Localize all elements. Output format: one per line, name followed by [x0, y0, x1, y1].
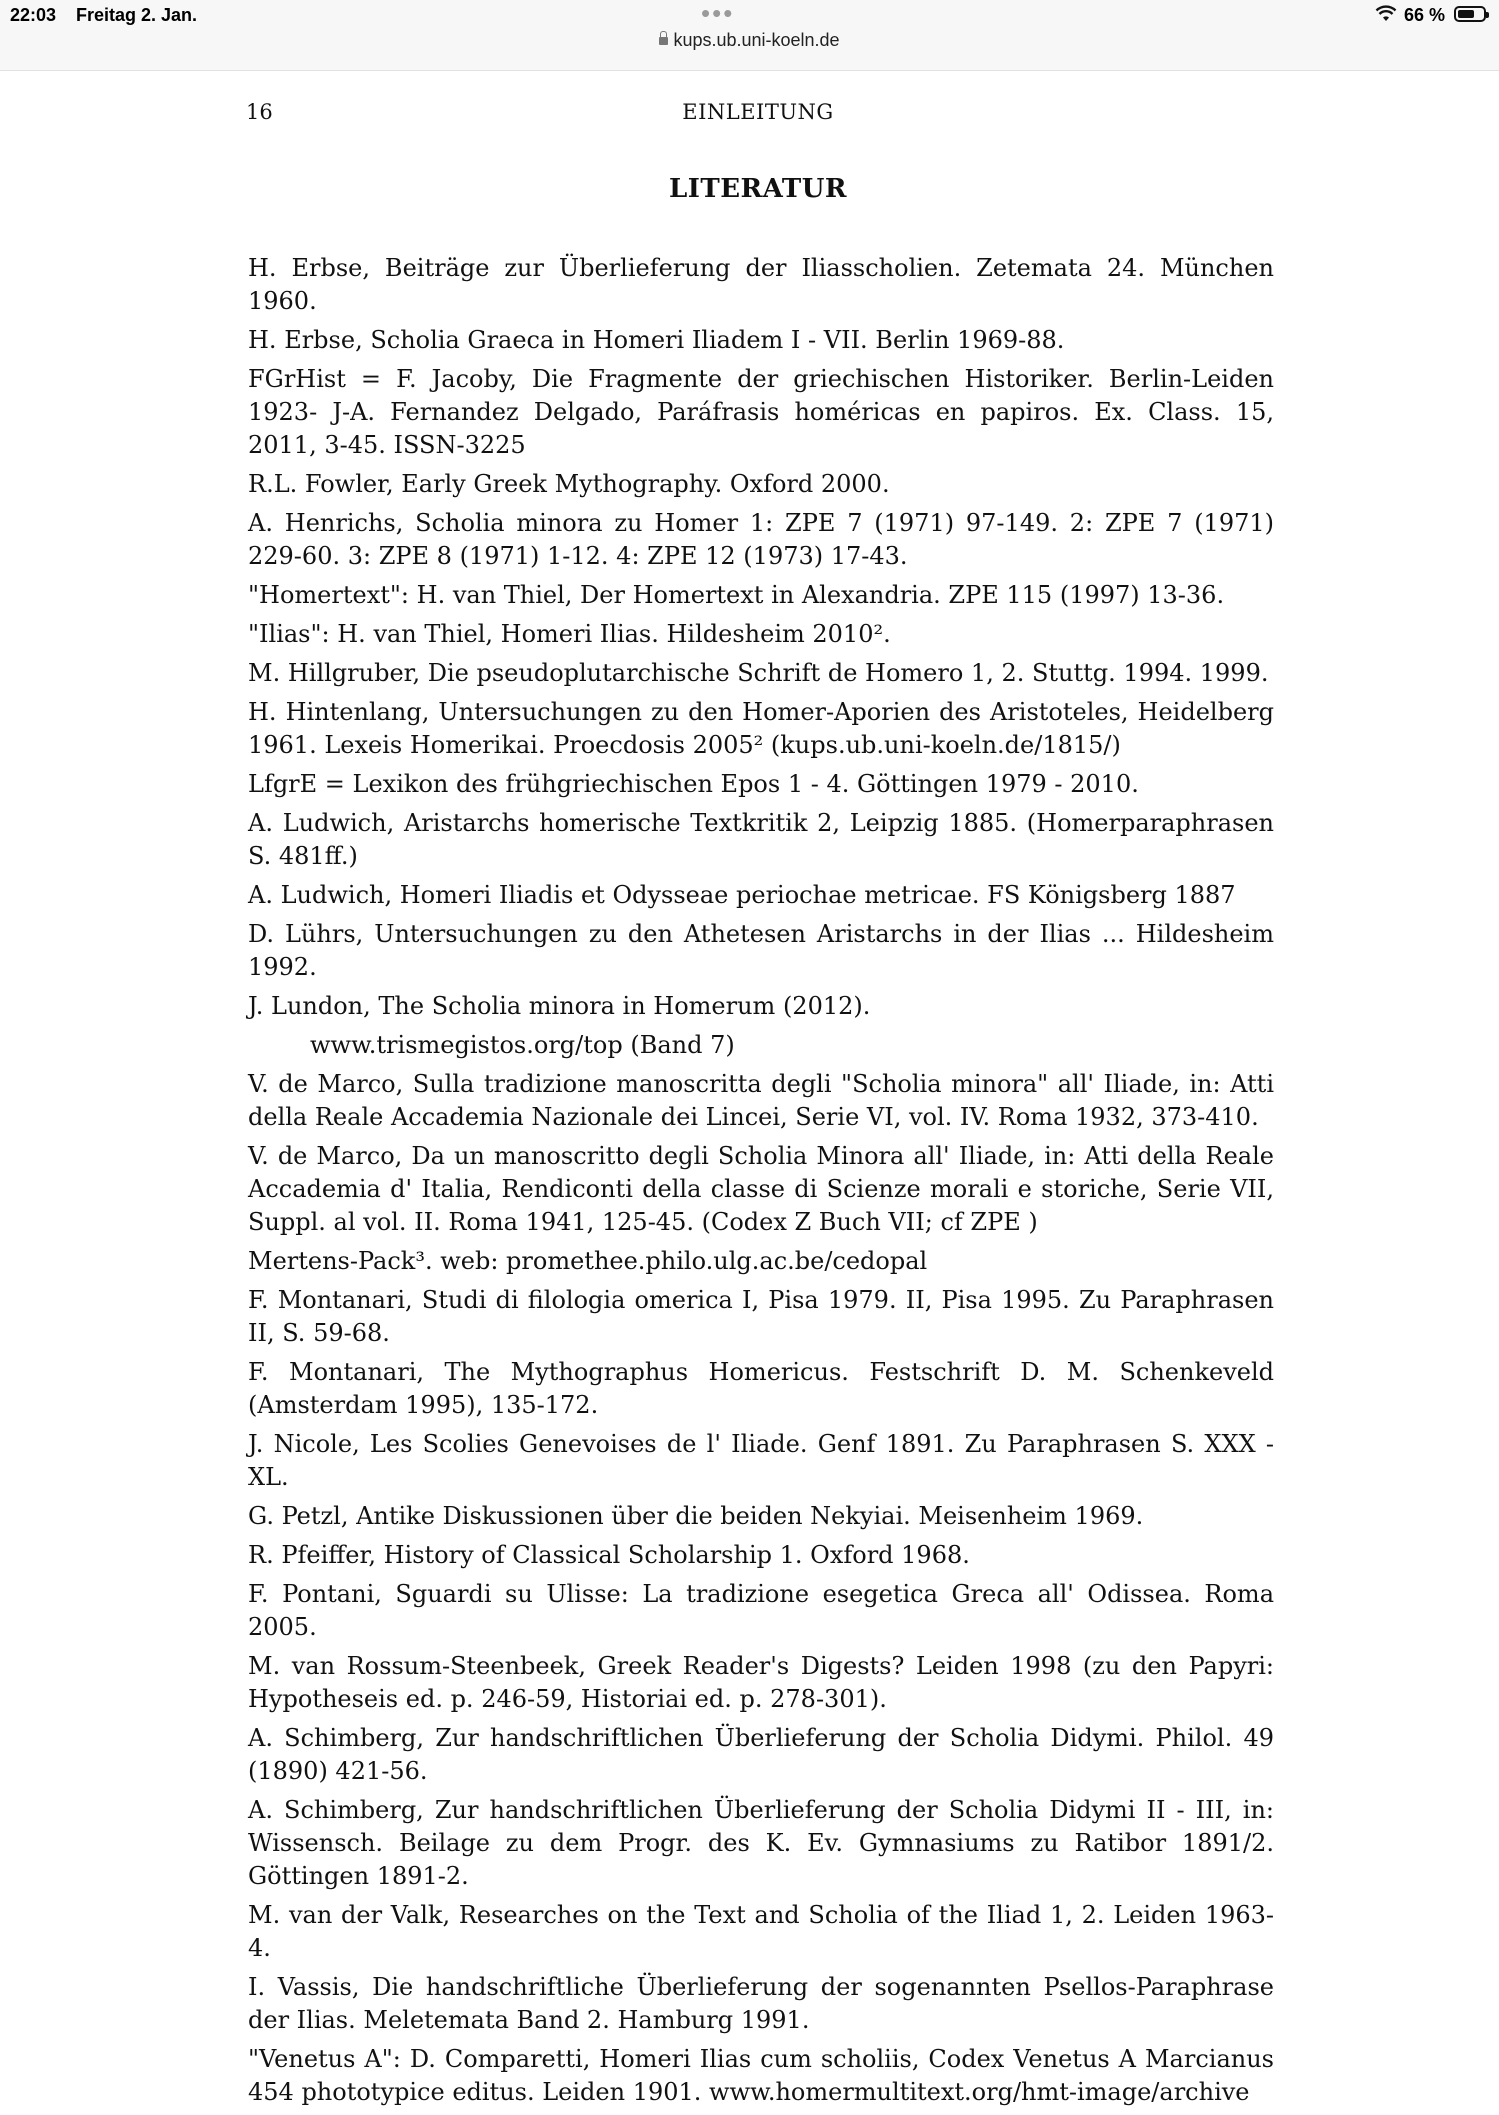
bibliography-entry: J. Lundon, The Scholia minora in Homerum (2012). — [248, 992, 871, 1020]
bibliography-entry: G. Petzl, Antike Diskussionen über die beiden Nekyiai. Meisenheim 1969. — [248, 1502, 1144, 1530]
bibliography-entry: H. Erbse, Beiträge zur Überlieferung der Iliasscholien. Zetemata 24. München 1960. — [248, 254, 1274, 315]
bibliography-entry: H. Erbse, Scholia Graeca in Homeri Iliadem I - VII. Berlin 1969-88. — [248, 326, 1065, 354]
bibliography-entry: I. Vassis, Die handschriftliche Überlieferung der sogenannten Psellos-Paraphrase der Ilias. Meletemata Band 2. Hamburg 1991. — [248, 1973, 1274, 2034]
url-text: kups.ub.uni-koeln.de — [673, 30, 840, 50]
bibliography-entry: "Venetus A": D. Comparetti, Homeri Ilias cum scholiis, Codex Venetus A Marcianus 454 phototypice editus. Leiden 1901. www.homermultitext.org/hmt-image/archive — [248, 2045, 1274, 2106]
status-date: Freitag 2. Jan. — [76, 5, 198, 25]
bibliography-entry: "Ilias": H. van Thiel, Homeri Ilias. Hildesheim 2010². — [248, 620, 891, 648]
bibliography-entry: R. Pfeiffer, History of Classical Scholarship 1. Oxford 1968. — [248, 1541, 970, 1569]
running-head: EINLEITUNG — [682, 100, 834, 124]
section-title: LITERATUR — [668, 174, 848, 204]
bibliography-entry: M. van Rossum-Steenbeek, Greek Reader's Digests? Leiden 1998 (zu den Papyri: Hypotheseis ed. p. 246-59, Historiai ed. p. 278-301). — [248, 1652, 1274, 1713]
bibliography-entry: "Homertext": H. van Thiel, Der Homertext in Alexandria. ZPE 115 (1997) 13-36. — [248, 581, 1225, 609]
multitasking-dots-icon[interactable]: ••• — [701, 0, 735, 28]
bibliography-entry: Mertens-Pack³. web: promethee.philo.ulg.ac.be/cedopal — [248, 1247, 928, 1275]
bibliography-entry: F. Montanari, The Mythographus Homericus. Festschrift D. M. Schenkeveld (Amsterdam 1995), 135-172. — [248, 1358, 1274, 1419]
bibliography-entry: V. de Marco, Da un manoscritto degli Scholia Minora all' Iliade, in: Atti della Reale Accademia d' Italia, Rendiconti della classe di Scienze morali e storiche, Serie VII, Suppl. al vol. II. Roma 1941, 125-45. (Codex Z Buch VII; cf ZPE ) — [248, 1142, 1274, 1236]
bibliography-entry: FGrHist = F. Jacoby, Die Fragmente der griechischen Historiker. Berlin-Leiden 1923- J-A. Fernandez Delgado, Paráfrasis homéricas en papiros. Ex. Class. 15, 2011, 3-45. ISSN-3225 — [248, 365, 1274, 459]
bibliography-entry: A. Ludwich, Aristarchs homerische Textkritik 2, Leipzig 1885. (Homerparaphrasen S. 481ff.) — [248, 809, 1274, 870]
bibliography-entry: A. Schimberg, Zur handschriftlichen Überlieferung der Scholia Didymi II - III, in: Wissensch. Beilage zu dem Progr. des K. Ev. Gymnasiums zu Ratibor 1891/2. Göttingen 1891-2. — [248, 1796, 1274, 1890]
bibliography-entry: www.trismegistos.org/top (Band 7) — [310, 1031, 735, 1059]
bibliography-entry: F. Montanari, Studi di filologia omerica I, Pisa 1979. II, Pisa 1995. Zu Paraphrasen II, S. 59-68. — [248, 1286, 1274, 1347]
status-time: 22:03 — [10, 5, 57, 25]
bibliography-entry: M. Hillgruber, Die pseudoplutarchische Schrift de Homero 1, 2. Stuttg. 1994. 1999. — [248, 659, 1269, 687]
bibliography-list — [248, 252, 1274, 2115]
bibliography-entry: LfgrE = Lexikon des frühgriechischen Epos 1 - 4. Göttingen 1979 - 2010. — [248, 770, 1139, 798]
bibliography-entry: J. Nicole, Les Scolies Genevoises de l' Iliade. Genf 1891. Zu Paraphrasen S. XXX - XL. — [248, 1430, 1274, 1491]
bibliography-entry: R.L. Fowler, Early Greek Mythography. Oxford 2000. — [248, 470, 890, 498]
bibliography-entry: F. Pontani, Sguardi su Ulisse: La tradizione esegetica Greca all' Odissea. Roma 2005. — [248, 1580, 1274, 1641]
bibliography-entry: A. Schimberg, Zur handschriftlichen Überlieferung der Scholia Didymi. Philol. 49 (1890) 421-56. — [248, 1724, 1274, 1785]
bibliography-entry: A. Ludwich, Homeri Iliadis et Odysseae periochae metricae. FS Königsberg 1887 — [248, 881, 1236, 909]
battery-percentage: 66 % — [1404, 5, 1446, 25]
bibliography-entry: M. van der Valk, Researches on the Text and Scholia of the Iliad 1, 2. Leiden 1963-4. — [248, 1901, 1274, 1962]
page-number: 16 — [246, 100, 273, 124]
bibliography-entry: D. Lührs, Untersuchungen zu den Athetesen Aristarchs in der Ilias ... Hildesheim 1992. — [248, 920, 1274, 981]
bibliography-entry: V. de Marco, Sulla tradizione manoscritta degli "Scholia minora" all' Iliade, in: Atti della Reale Accademia Nazionale dei Lincei, Serie VI, vol. IV. Roma 1932, 373-410. — [248, 1070, 1274, 1131]
bibliography-entry: H. Hintenlang, Untersuchungen zu den Homer-Aporien des Aristoteles, Heidelberg 1961. Lexeis Homerikai. Proecdosis 2005² (kups.ub.uni-koeln.de/1815/) — [248, 698, 1274, 759]
bibliography-entry: A. Henrichs, Scholia minora zu Homer 1: ZPE 7 (1971) 97-149. 2: ZPE 7 (1971) 229-60. 3: ZPE 8 (1971) 1-12. 4: ZPE 12 (1973) 17-43. — [248, 509, 1274, 570]
